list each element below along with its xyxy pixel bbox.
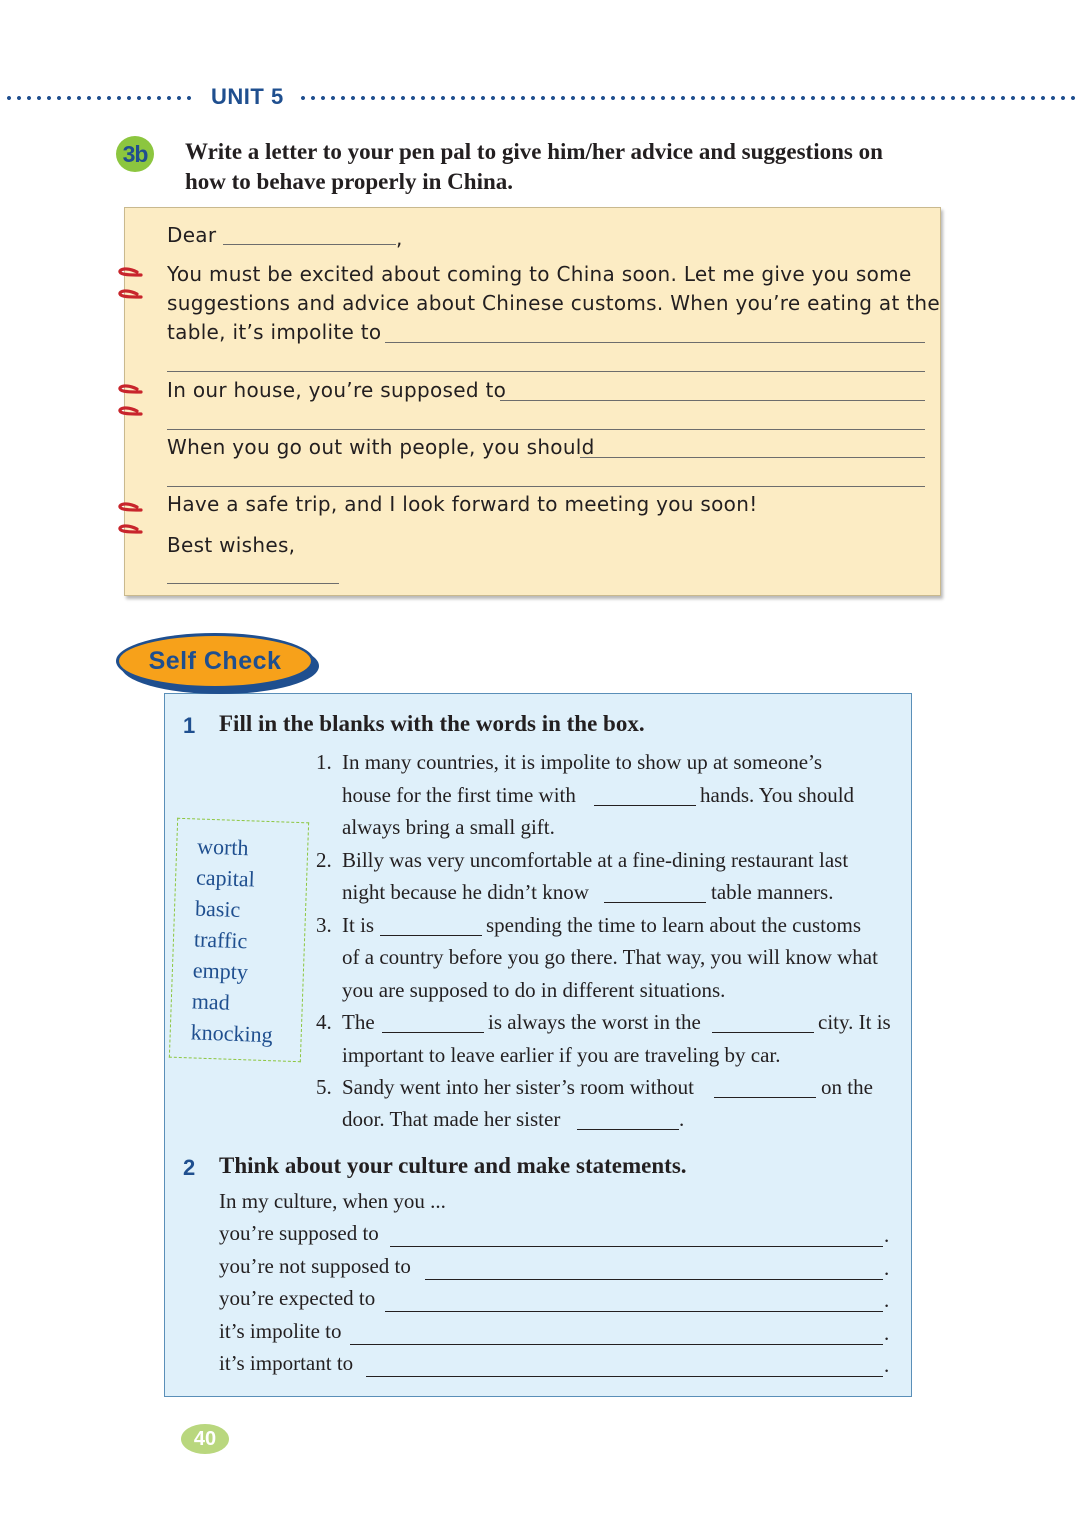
statement-period: .	[884, 1353, 890, 1377]
word-box-item: basic	[194, 895, 241, 923]
ring-clip-icon	[115, 263, 145, 305]
activity-3b-instruction	[185, 137, 965, 197]
word-box-item: empty	[192, 957, 249, 985]
exercise-2-line-1: Billy was very uncomfortable at a fine-dining restaurant last	[342, 848, 849, 872]
letter-paragraph-2: In our house, you’re supposed to	[167, 378, 507, 402]
word-box-item: knocking	[190, 1019, 274, 1048]
instruction-line-1: Write a letter to your pen pal to give him/her advice and suggestions on	[185, 139, 883, 164]
question-2-intro: In my culture, when you ...	[219, 1189, 446, 1213]
exercise-1-line-1: In many countries, it is impolite to show up at someone’s	[342, 750, 823, 774]
activity-badge-3b: 3b	[116, 136, 154, 172]
statement-blank[interactable]	[366, 1376, 883, 1377]
exercise-4-line-2: important to leave earlier if you are traveling by car.	[342, 1043, 781, 1067]
exercise-2-blank[interactable]	[604, 902, 706, 903]
exercise-5-period: .	[679, 1107, 685, 1131]
statement-period: .	[884, 1321, 890, 1345]
statement-blank[interactable]	[350, 1344, 883, 1345]
exercise-2-line-2b: table manners.	[711, 880, 834, 904]
statement-period: .	[884, 1288, 890, 1312]
exercise-5-blank-1[interactable]	[714, 1097, 816, 1098]
ring-clip-icon	[115, 498, 145, 540]
instruction-line-2: how to behave properly in China.	[185, 169, 514, 194]
exercise-number: 5.	[316, 1075, 332, 1099]
exercise-5-line-2a: door. That made her sister	[342, 1107, 561, 1131]
exercise-5-blank-2[interactable]	[577, 1129, 679, 1130]
salutation-comma: ,	[396, 226, 403, 250]
statement-prompt: you’re supposed to	[219, 1221, 379, 1245]
statement-blank[interactable]	[425, 1279, 883, 1280]
statement-period: .	[884, 1223, 890, 1247]
statement-blank[interactable]	[385, 1311, 883, 1312]
exercise-5-line-1b: on the	[821, 1075, 873, 1099]
exercise-4-line-1b: is always the worst in the	[488, 1010, 701, 1034]
exercise-1-line-2a: house for the first time with	[342, 783, 576, 807]
statement-prompt: you’re expected to	[219, 1286, 376, 1310]
answer-blank[interactable]	[167, 429, 925, 430]
letter-paragraph-1-line-2: suggestions and advice about Chinese customs. When you’re eating at the	[167, 291, 940, 315]
exercise-number: 3.	[316, 913, 332, 937]
exercise-3-line-3: you are supposed to do in different situations.	[342, 978, 726, 1002]
page-number: 40	[181, 1424, 229, 1454]
exercise-number: 4.	[316, 1010, 332, 1034]
self-check-badge: Self Check	[116, 633, 314, 689]
exercise-1-line-3: always bring a small gift.	[342, 815, 555, 839]
unit-label: UNIT 5	[211, 84, 284, 109]
exercise-3-line-2: of a country before you go there. That way, you will know what	[342, 945, 878, 969]
exercise-number: 1.	[316, 750, 332, 774]
statement-blank[interactable]	[390, 1246, 883, 1247]
exercise-2-line-2a: night because he didn’t know	[342, 880, 589, 904]
letter-salutation: Dear	[167, 223, 217, 247]
question-2-title: Think about your culture and make statements.	[219, 1153, 687, 1178]
signature-blank[interactable]	[167, 583, 339, 584]
name-blank[interactable]	[223, 244, 396, 245]
statement-prompt: it’s impolite to	[219, 1319, 342, 1343]
word-box-item: mad	[191, 988, 231, 1015]
word-box-item: traffic	[193, 926, 248, 954]
letter-paragraph-3: When you go out with people, you should	[167, 435, 595, 459]
exercise-4-blank-2[interactable]	[712, 1032, 814, 1033]
exercise-3-line-1a: It is	[342, 913, 375, 937]
question-1-number: 1	[183, 713, 196, 738]
letter-paragraph-1-line-3: table, it’s impolite to	[167, 320, 382, 344]
statement-period: .	[884, 1256, 890, 1280]
question-1-title: Fill in the blanks with the words in the box.	[219, 711, 645, 736]
word-box-item: worth	[196, 833, 249, 861]
answer-blank[interactable]	[385, 342, 925, 343]
exercise-1-line-2b: hands. You should	[700, 783, 855, 807]
letter-paragraph-1-line-1: You must be excited about coming to China soon. Let me give you some	[167, 262, 912, 286]
statement-prompt: you’re not supposed to	[219, 1254, 411, 1278]
header-dotted-rule-right	[298, 95, 1076, 101]
exercise-5-line-1a: Sandy went into her sister’s room without	[342, 1075, 694, 1099]
letter-signoff: Best wishes,	[167, 533, 296, 557]
word-box	[169, 818, 309, 1062]
answer-blank[interactable]	[167, 371, 925, 372]
header-dotted-rule-left	[4, 95, 196, 101]
answer-blank[interactable]	[580, 457, 925, 458]
ring-clip-icon	[115, 380, 145, 422]
exercise-3-line-1b: spending the time to learn about the customs	[486, 913, 862, 937]
letter-card	[124, 207, 941, 596]
answer-blank[interactable]	[167, 486, 925, 487]
letter-closing: Have a safe trip, and I look forward to meeting you soon!	[167, 492, 758, 516]
exercise-4-blank-1[interactable]	[382, 1032, 484, 1033]
exercise-4-line-1c: city. It is	[818, 1010, 891, 1034]
exercise-number: 2.	[316, 848, 332, 872]
statement-prompt: it’s important to	[219, 1351, 354, 1375]
word-box-item: capital	[195, 864, 256, 892]
answer-blank[interactable]	[500, 400, 925, 401]
exercise-3-blank[interactable]	[380, 935, 482, 936]
question-2-number: 2	[183, 1155, 196, 1180]
exercise-1-blank[interactable]	[594, 805, 696, 806]
exercise-4-line-1a: The	[342, 1010, 375, 1034]
